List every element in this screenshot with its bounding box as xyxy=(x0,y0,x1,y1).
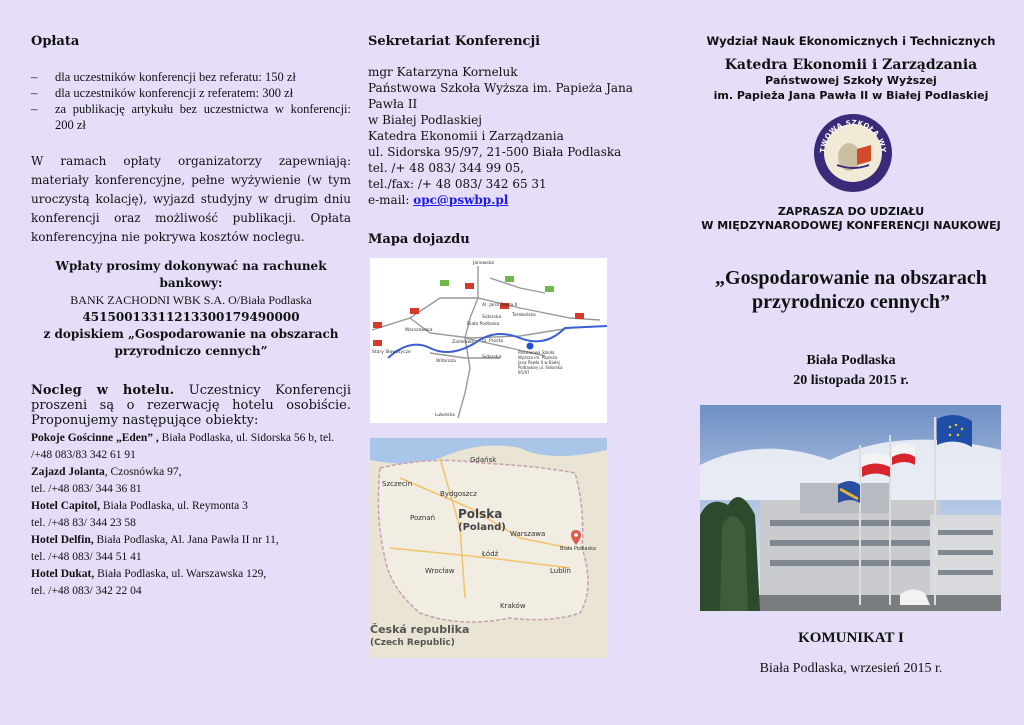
conference-title xyxy=(700,266,1002,314)
map-label: Terebelska xyxy=(512,313,536,318)
poland-map xyxy=(370,438,607,658)
hotel-phone: tel. /+48 83/ 344 23 58 xyxy=(31,517,136,529)
map-label: Lubelska xyxy=(435,413,455,418)
hotel-name: Hotel Dukat, xyxy=(31,568,95,580)
hotel-entry xyxy=(31,532,361,549)
contact-person: mgr Katarzyna Korneluk xyxy=(368,65,518,79)
bank-note-line2: przyrodniczo cennych” xyxy=(114,344,268,358)
building-photo-graphic xyxy=(700,405,1001,611)
hotel-phone: /+48 083/83 342 61 91 xyxy=(31,449,136,461)
map-label: Biała Podlaska xyxy=(467,322,500,327)
conference-city: Biała Podlaska xyxy=(806,353,896,368)
hotel-address: , Czosnówka 97, xyxy=(104,466,182,478)
hotel-name: Hotel Delfin, xyxy=(31,534,94,546)
map-label: ul. Prosta xyxy=(482,339,503,344)
poland-map-graphic xyxy=(370,438,607,658)
map-legend: Państwowa Szkoła Wyższa im. Papieża Jana Pawła II w Białej Podlaskiej ul. Sidorska 95/97 xyxy=(518,350,563,375)
hotel-list xyxy=(31,430,361,600)
email-label: e-mail: xyxy=(368,193,414,207)
dash: – xyxy=(31,102,38,116)
hotel-lead-text: Uczestnicy Konferencji proszeni są o rezerwację hotelu osobiście. Proponujemy następujące obiekty: xyxy=(31,383,351,428)
map-label: Stary Sławatycze xyxy=(372,350,411,355)
seal-icon xyxy=(813,113,893,193)
seal-text: TWOWA SZKOŁA WY xyxy=(818,118,888,154)
contact-fax: tel./fax: /+ 48 083/ 342 65 31 xyxy=(368,177,547,191)
contact-email xyxy=(368,192,668,208)
bank-note-line1: z dopiskiem „Gospodarowanie na obszarach xyxy=(43,327,339,341)
city-label: Łódź xyxy=(482,550,499,558)
bank-name: BANK ZACHODNI WBK S.A. O/Biała Podlaska xyxy=(70,293,312,307)
conference-title-line1: „Gospodarowanie na obszarach xyxy=(715,267,987,289)
map-label: Witoroża xyxy=(436,359,456,364)
dash: – xyxy=(31,70,38,84)
conference-date: 20 listopada 2015 r. xyxy=(793,373,909,388)
contact-institution-city: w Białej Podlaskiej xyxy=(368,113,482,127)
schematic-map xyxy=(370,258,607,423)
fee-list xyxy=(31,69,351,133)
hotel-entry xyxy=(31,566,361,583)
city-label: Biała Podlaska xyxy=(560,546,596,552)
contact-phone: tel. /+ 48 083/ 344 99 05, xyxy=(368,161,525,175)
city-label: Warszawa xyxy=(510,530,546,538)
city-label: Wrocław xyxy=(425,567,455,575)
hotel-entry xyxy=(31,430,361,447)
hotel-address: Biała Podlaska, ul. Reymonta 3 xyxy=(100,500,248,512)
city-label: Bydgoszcz xyxy=(440,490,477,498)
cover-header xyxy=(700,34,1002,103)
neighbor-country: Česká republika xyxy=(370,623,470,636)
hotel-address: Biała Podlaska, Al. Jana Pawła II nr 11, xyxy=(93,534,279,546)
contact-department: Katedra Ekonomii i Zarządzania xyxy=(368,129,564,143)
hotel-phone: tel. /+48 083/ 344 51 41 xyxy=(31,551,142,563)
fees-paragraph: W ramach opłaty organizatorzy zapewniają: materiały konferencyjne, pełne wyżywienie (w tym uroczystą kolację), wyjazd studyjny w drugim dniu konferencji oraz możliwość publikacji. Opłata konferencyjna nie pokrywa kosztów noclegu. xyxy=(31,154,351,244)
faculty-name: Wydział Nauk Ekonomicznych i Technicznych xyxy=(706,34,996,48)
hotel-name: Zajazd Jolanta xyxy=(31,466,105,478)
hotel-lead xyxy=(31,383,351,428)
country-name-en: (Poland) xyxy=(458,522,506,533)
bank-lead: Wpłaty prosimy dokonywać na rachunek bankowy: xyxy=(55,259,327,290)
invite-line2: W MIĘDZYNARODOWEJ KONFERENCJI NAUKOWEJ xyxy=(701,219,1001,232)
city-label: Kraków xyxy=(500,602,526,610)
city-label: Lublin xyxy=(550,567,571,575)
hotel-entry xyxy=(31,464,361,481)
department-name: Katedra Ekonomii i Zarządzania xyxy=(724,57,978,73)
announcement-title: KOMUNIKAT I xyxy=(798,630,904,646)
university-seal-logo xyxy=(813,113,893,193)
map-label: Sidorska xyxy=(482,315,502,320)
school-location-marker xyxy=(527,343,534,350)
secretariat-heading: Sekretariat Konferencji xyxy=(368,34,541,49)
map-label: Janowska xyxy=(473,261,494,266)
school-line2: im. Papieża Jana Pawła II w Białej Podlaskiej xyxy=(713,89,989,102)
map-label: Sidorska xyxy=(482,355,502,360)
hotel-address: Biała Podlaska, ul. Warszawska 129, xyxy=(94,568,267,580)
invitation xyxy=(700,205,1002,233)
hotel-entry xyxy=(31,498,361,515)
hotel-address: Biała Podlaska, ul. Sidorska 56 b, tel. xyxy=(158,432,335,444)
map-label: Zamkowa xyxy=(452,340,474,345)
hotel-phone: tel. /+48 083/ 342 22 04 xyxy=(31,585,142,597)
university-building-photo xyxy=(700,405,1001,611)
invite-line1: ZAPRASZA DO UDZIAŁU xyxy=(777,205,925,218)
dash: – xyxy=(31,86,38,100)
fee-item xyxy=(31,85,351,101)
fee-item-text: za publikację artykułu bez uczestnictwa w konferencji: 200 zł xyxy=(55,102,351,132)
fee-item-text: dla uczestników konferencji z referatem: 300 zł xyxy=(55,86,294,100)
country-name: Polska xyxy=(458,507,503,521)
hotel-name: Pokoje Gościnne „Eden” , xyxy=(31,432,159,444)
secretariat-column xyxy=(368,34,668,247)
fee-item-text: dla uczestników konferencji bez referatu: 150 zł xyxy=(55,70,296,84)
conference-place-date xyxy=(700,351,1002,391)
neighbor-country-en: (Czech Republic) xyxy=(370,638,455,648)
bank-info xyxy=(31,258,351,360)
city-label: Gdańsk xyxy=(470,456,497,464)
fees-heading: Opłata xyxy=(31,34,80,49)
contact-address: ul. Sidorska 95/97, 21-500 Biała Podlaska xyxy=(368,145,622,159)
map-heading: Mapa dojazdu xyxy=(368,232,470,247)
hotel-phone: tel. /+48 083/ 344 36 81 xyxy=(31,483,142,495)
fees-column xyxy=(31,34,351,600)
fee-item xyxy=(31,101,351,133)
conference-title-line2: przyrodniczo cennych” xyxy=(752,291,950,313)
publication-date: Biała Podlaska, wrzesień 2015 r. xyxy=(759,661,943,676)
hotel-name: Hotel Capitol, xyxy=(31,500,100,512)
fee-item xyxy=(31,69,351,85)
bank-account: 45150013311213300179490000 xyxy=(82,310,300,324)
city-label: Poznań xyxy=(410,514,436,522)
map-label: Al. Jana Pawła II xyxy=(482,303,518,308)
city-label: Szczecin xyxy=(382,480,413,488)
schematic-map-graphic xyxy=(370,258,607,423)
secretariat-contact xyxy=(368,64,668,208)
contact-institution: Państwowa Szkoła Wyższa im. Papieża Jana Pawła II xyxy=(368,81,633,111)
hotel-lead-bold: Nocleg w hotelu. xyxy=(31,383,175,398)
map-label: Warszawska xyxy=(405,328,433,333)
school-line1: Państwowej Szkoły Wyższej xyxy=(765,74,937,87)
email-link[interactable]: opc@pswbp.pl xyxy=(413,193,509,207)
